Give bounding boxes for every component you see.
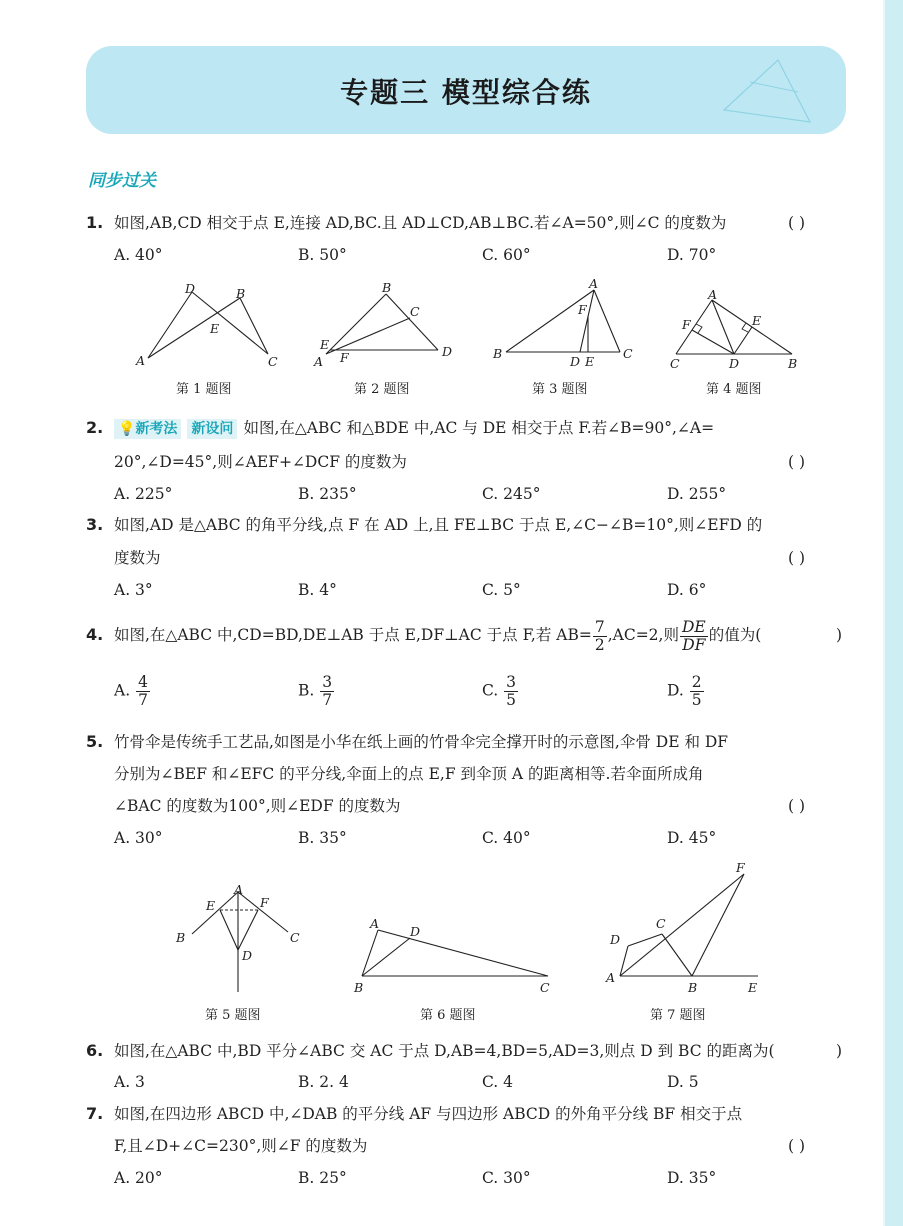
option-a: A. 20° [114,1169,163,1187]
fig4-label-f: F [682,317,691,332]
question-3-text-2: 度数为 [114,549,161,567]
option-c: C. 5° [482,581,521,599]
option-a: A. 40° [114,246,163,264]
fig6-label-a: A [370,916,380,931]
fig6-label-c: C [540,980,550,995]
figure-2 [310,278,460,373]
tag-new-method: 💡新考法 [114,419,181,439]
question-6-text: 如图,在△ABC 中,BD 平分∠ABC 交 AC 于点 D,AB=4,BD=5,AD=3,则点 D 到 BC 的距离为( [114,1042,775,1060]
option-d: D. 255° [667,485,727,503]
fig3-label-d: D [570,354,581,369]
fig2-label-e: E [320,337,330,352]
option-c: C. 60° [482,246,531,264]
figure-7 [600,858,770,998]
question-7-text-1: 如图,在四边形 ABCD 中,∠DAB 的平分线 AF 与四边形 ABCD 的外角平分线 BF 相交于点 [114,1105,743,1123]
answer-paren: ( ) [788,214,806,232]
fig3-label-c: C [623,346,633,361]
fig4-label-b: B [788,356,798,371]
question-2-text-2: 20°,∠D=45°,则∠AEF+∠DCF 的度数为 [114,453,407,471]
fig6-label-b: B [354,980,364,995]
question-7-number: 7. [86,1104,104,1123]
fig7-label-b: B [688,980,698,995]
option-c: C. 4 [482,1073,514,1091]
fig7-label-e: E [748,980,758,995]
option-d: D. $\frac{2}{5}$ [667,673,702,709]
option-d: D. 5 [667,1073,699,1091]
figure-6 [350,910,560,1000]
option-b: B. 50° [298,246,347,264]
option-a: A. 3 [114,1073,145,1091]
fig1-label-c: C [268,354,278,369]
fig4-label-d: D [729,356,740,371]
fig6-label-d: D [410,924,421,939]
answer-paren: ( ) [788,549,806,567]
fig3-label-e: E [585,354,595,369]
option-b: B. 2. 4 [298,1073,349,1091]
fig2-label-b: B [382,280,392,295]
fig4-label-a: A [708,287,718,302]
fig7-label-c: C [656,916,666,931]
tag-new-question: 新设问 [187,419,237,439]
fig2-label-f: F [340,350,349,365]
question-1-number: 1. [86,213,104,232]
question-3-text-1: 如图,AD 是△ABC 的角平分线,点 F 在 AD 上,且 FE⊥BC 于点 E,∠C−∠B=10°,则∠EFD 的 [114,516,763,534]
caption-fig4: 第 4 题图 [706,382,762,397]
question-3-number: 3. [86,515,104,534]
fig5-label-a: A [234,882,244,897]
fig1-label-e: E [210,321,220,336]
option-a: A. 225° [114,485,173,503]
question-1-text: 如图,AB,CD 相交于点 E,连接 AD,BC.且 AD⊥CD,AB⊥BC.若∠A=50°,则∠C 的度数为 [114,214,727,232]
option-d: D. 70° [667,246,717,264]
answer-paren: ( ) [788,453,806,471]
fig4-label-c: C [670,356,680,371]
caption-fig1: 第 1 题图 [176,382,232,397]
option-d: D. 45° [667,829,717,847]
fig3-label-a: A [589,276,599,291]
question-4-number: 4. [86,625,104,644]
figure-4 [662,282,812,374]
fig2-label-a: A [314,354,324,369]
option-d: D. 6° [667,581,707,599]
fig5-label-d: D [242,948,253,963]
fig2-label-d: D [442,344,453,359]
fig4-label-e: E [752,313,762,328]
question-6-number: 6. [86,1041,104,1060]
figure-5 [170,880,310,1000]
option-c: C. $\frac{3}{5}$ [482,673,517,709]
answer-paren: ( ) [788,797,806,815]
section-label: 同步过关 [88,171,156,191]
figure-1 [130,278,290,373]
option-b: B. $\frac{3}{7}$ [298,673,333,709]
fig7-label-f: F [736,860,745,875]
fig5-label-e: E [206,898,216,913]
question-7-text-2: F,且∠D+∠C=230°,则∠F 的度数为 [114,1137,368,1155]
option-c: C. 245° [482,485,541,503]
fig3-label-b: B [493,346,503,361]
question-5-text-1: 竹骨伞是传统手工艺品,如图是小华在纸上画的竹骨伞完全撑开时的示意图,伞骨 DE 和 DF [114,733,729,751]
caption-fig5: 第 5 题图 [205,1008,261,1023]
fig7-label-d: D [610,932,621,947]
fig3-label-f: F [578,302,587,317]
figure-3 [488,276,638,373]
option-c: C. 30° [482,1169,531,1187]
option-b: B. 25° [298,1169,347,1187]
answer-paren: ) [836,1042,843,1060]
fig5-label-f: F [260,895,269,910]
option-b: B. 235° [298,485,357,503]
caption-fig2: 第 2 题图 [354,382,410,397]
option-a: A. 3° [114,581,153,599]
question-4-text: 如图,在△ABC 中,CD=BD,DE⊥AB 于点 E,DF⊥AC 于点 F,若 AB= $\frac{7}{2}$ ,AC=2,则 $\frac{DE}{DF}$ 的值为( [114,617,762,654]
caption-fig7: 第 7 题图 [650,1008,706,1023]
title-banner [86,46,846,134]
question-2-number: 2. [86,418,104,437]
option-b: B. 4° [298,581,337,599]
answer-paren: ( ) [788,1137,806,1155]
fig5-label-b: B [176,930,186,945]
option-c: C. 40° [482,829,531,847]
page-edge [885,0,903,1226]
fig2-label-c: C [410,304,420,319]
question-5-text-2: 分别为∠BEF 和∠EFC 的平分线,伞面上的点 E,F 到伞顶 A 的距离相等.若伞面所成角 [114,765,704,783]
triangle-decoration-icon [718,52,818,132]
fig7-label-a: A [606,970,616,985]
fig1-label-a: A [136,353,146,368]
fraction-de-df: $\frac{DE}{DF}$ [681,617,706,654]
option-b: B. 35° [298,829,347,847]
answer-paren: ) [836,626,843,644]
fraction-ab: $\frac{7}{2}$ [594,617,605,654]
option-a: A. $\frac{4}{7}$ [114,673,148,709]
caption-fig3: 第 3 题图 [532,382,588,397]
caption-fig6: 第 6 题图 [420,1008,476,1023]
question-2-text-1: 如图,在△ABC 和△BDE 中,AC 与 DE 相交于点 F.若∠B=90°,∠A= [243,419,715,437]
fig5-label-c: C [290,930,300,945]
option-d: D. 35° [667,1169,717,1187]
fig1-label-b: B [236,286,246,301]
option-a: A. 30° [114,829,163,847]
question-2-line-1 [114,418,714,439]
question-5-number: 5. [86,732,104,751]
page-title: 专题三 模型综合练 [340,76,592,109]
page-edge-shadow [883,0,885,1226]
fig1-label-d: D [185,281,196,296]
question-5-text-3: ∠BAC 的度数为100°,则∠EDF 的度数为 [114,797,401,815]
